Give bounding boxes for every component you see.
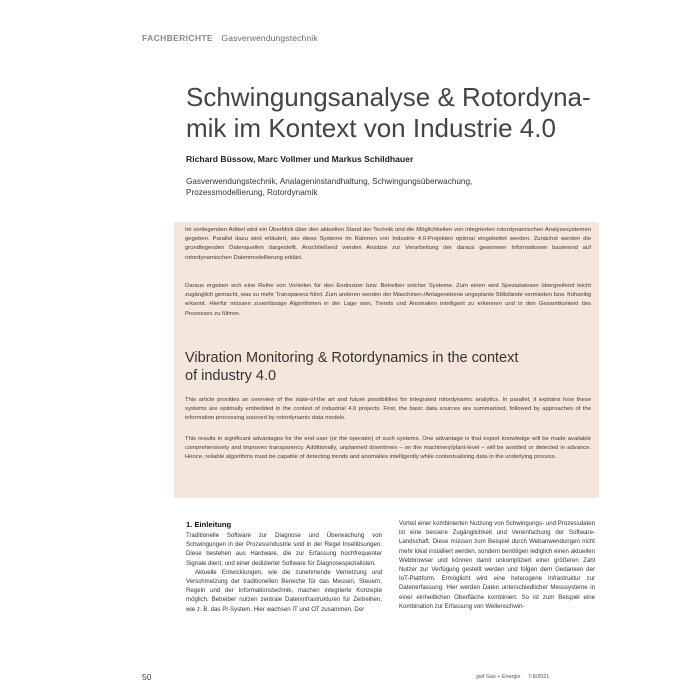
section-heading: 1. Einleitung: [186, 520, 232, 529]
abstract-de-paragraph-1: Im vorliegenden Artikel wird ein Überblick über den aktuellen Stand der Technik und die Möglichkeiten von integrierten rotordynamischen Analysesystemen gegeben. Parallel dazu wird erläutert, wie diese Systeme im Rahmen von Industrie 4.0-Projekten optimal eingebettet werden. Zunächst werden die grundlegenden Datenquellen dargestellt. Anschließend werden Ansätze zur Verarbeitung der daraus gewonnen Informationen basierend auf rotordynamischen Datenmodellierung erklärt.: [185, 227, 591, 261]
article-keywords: Gasverwendungstechnik, Analageninstandhaltung, Schwingungsüberwachung, Prozessmodellierung, Rotordynamik: [186, 177, 473, 197]
section-label: FACHBERICHTE: [142, 33, 213, 43]
topic-label: Gasverwendungstechnik: [221, 33, 318, 43]
journal-issue: 7-8/2021: [528, 674, 550, 680]
journal-name: gwf Gas + Energie: [476, 674, 521, 680]
journal-info: [476, 674, 555, 680]
abstract-box: [174, 222, 599, 498]
body-column-right: [399, 519, 595, 611]
abstract-en-paragraph-2: This results in significant advantages for the end user (or the operator) of such systems. One advantage is that expert knowledge will be made available comprehensively and improves transparency. Additionally, unplanned downtimes – on the machinery/plant-level – will be avoided or detected in advance. Hence, reliable algorithms must be capable of detecting trends and anomalies intelligently while contextualizing data in the underlying process.: [185, 436, 591, 461]
abstract-de-paragraph-2: Daraus ergeben sich eine Reihe von Vorteilen für den Endnutzer bzw. Betreiber solcher Systeme. Zum einen wird Spezialwissen übergreifend leicht zugänglich gemacht, was zu mehr Transparenz führt. Zum anderen werden der Maschinen-/Anlagenebene ungeplante Stillstände vermieden bzw. frühzeitig erkannt. Hierfür müssen zuverlässige Algorithmen in der Lage sein, Trends und Anomalien intelligent zu erkennen und in den Gesamtkontext des Prozesses zu führen.: [185, 283, 591, 317]
body-paragraph: Traditionelle Software zur Diagnose und Überwachung von Schwingungen in der Prozessindustrie sind in der Regel Insellösungen. Diese bestehen aus Hardware, die zur Erfassung hochfrequenter Signale dient, und einer dedizierter Software für Diagnosespezialisten.: [186, 532, 382, 567]
body-column-left: [186, 520, 382, 614]
abstract-en-title: Vibration Monitoring & Rotordynamics in the context of industry 4.0: [185, 350, 519, 384]
body-paragraph: Aktuelle Entwicklungen, wie die zunehmende Vernetzung und Verschmelzung der traditionellen Bereiche für das Messen, Steuern, Regeln und der Informationstechnik, machen integrierte Konzepte möglich. Betreiber nutzen zentrale Dateninfrastrukturen für Zeitreihen, wie z. B. das PI-System. Hier wachsen IT und OT zusammen. Der: [186, 568, 382, 613]
body-paragraph: Vorteil einer kombinierten Nutzung von Schwingungs- und Prozessdaten ist eine bessere Zugänglichkeit und Vereinfachung der Software-Landschaft. Diese müssen zum Beispiel durch Webanwendungen nicht mehr lokal installiert werden, sondern benötigen lediglich einen aktuellen Webbrowser und können damit unkompliziert einer größeren Zahl Nutzer zur Verfügung gestellt werden und folgen dem Gedanken der IoT-Plattform. Ermöglicht wird eine heterogene Infrastruktur zur Datenerfassung. Hier werden Daten unterschiedlicher Messsysteme in einer einheitlichen Oberfläche kombiniert. So ist zum Beispiel eine Kombination zur Erfassung von Wellenschwin-: [399, 520, 595, 610]
article-title: Schwingungsanalyse & Rotordynamik im Kontext von Industrie 4.0: [186, 82, 591, 143]
page-number: 50: [142, 672, 152, 682]
abstract-en-paragraph-1: This article provides an overview of the state-of-the art and future possibilities for integrated rotordynamic analytics. In parallel, it explains how these systems are optimally embedded in the context of industrial 4.0 projects. First, the basic data sources are summarized, followed by approaches of the information processing sourced by rotordynamic data models.: [185, 397, 591, 422]
running-header: [142, 33, 318, 43]
article-authors: Richard Büssow, Marc Vollmer und Markus Schildhauer: [186, 154, 414, 164]
